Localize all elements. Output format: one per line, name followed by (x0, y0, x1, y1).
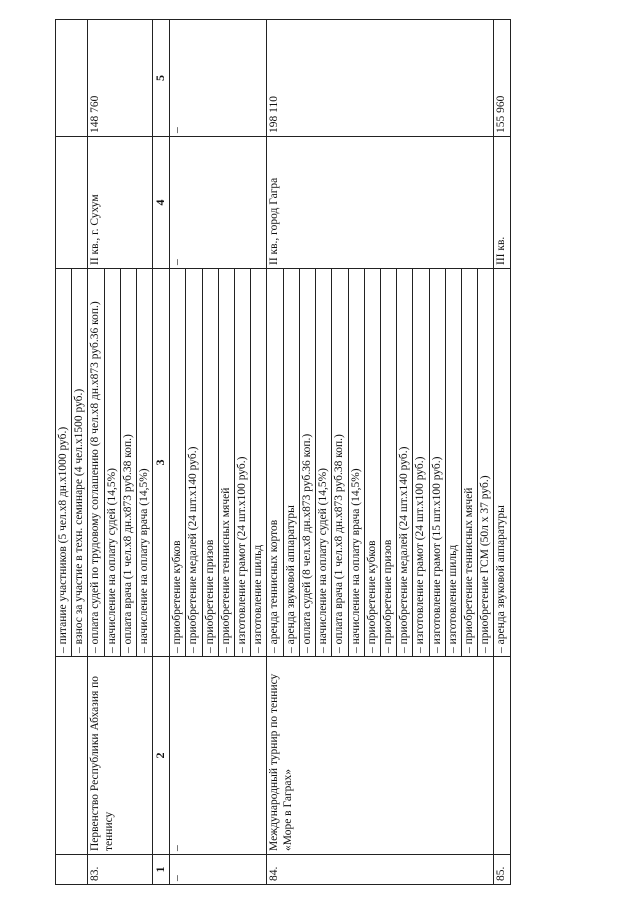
expense-items-cell (88, 269, 153, 657)
expense-item: – изготовление грамот (24 шт.х100 руб.) (234, 269, 250, 656)
expense-item: – аренда звуковой аппаратуры (283, 269, 299, 656)
period-place-cell: III кв. (494, 137, 510, 269)
period-place-cell (56, 137, 88, 269)
expense-item: – оплата судей по трудовому соглашению (8 чел.х8 дн.х873 руб.36 коп.) (88, 269, 104, 656)
row-number-cell: 84. (267, 855, 494, 885)
table-row (170, 20, 267, 885)
event-name-cell: – (170, 657, 267, 855)
expense-item: – оплата судей (8 чел.х8 дн.х873 руб.36 коп.) (299, 269, 315, 656)
expense-items-cell (267, 269, 494, 657)
expense-item: – начисление на оплату врача (14,5%) (348, 269, 364, 656)
expense-item: – приобретение медалей (24 шт.х140 руб.) (186, 269, 202, 656)
table-row (494, 20, 510, 885)
table-row (88, 20, 153, 885)
amount-cell (56, 20, 88, 137)
expense-item: – питание участников (5 чел.х8 дн.х1000 руб.) (56, 269, 72, 656)
expense-item: – оплата врача (1 чел.х8 дн.х873 руб.38 коп.) (120, 269, 136, 656)
column-number-cell: 4 (153, 137, 170, 269)
expense-item: – приобретение теннисных мячей (218, 269, 234, 656)
expense-item: – приобретение ГСМ (50л х 37 руб.) (479, 475, 492, 653)
event-name-cell (494, 657, 510, 855)
event-name-cell (56, 657, 88, 855)
expense-items-cell (494, 269, 510, 657)
column-number-cell: 5 (153, 20, 170, 137)
event-name-cell: Международный турнир по теннису «Море в Гаграх» (267, 657, 494, 855)
amount-cell: 155 960 (494, 20, 510, 137)
table-row (56, 20, 88, 885)
table-row (267, 20, 494, 885)
row-number-cell: 85. (494, 855, 510, 885)
expense-item: – изготовление грамот (15 шт.х100 руб.) (429, 269, 445, 656)
expense-item: – приобретение призов (380, 269, 396, 656)
amount-cell: 148 760 (88, 20, 153, 137)
expense-items-cell (56, 269, 88, 657)
period-place-cell: II кв., город Гагра (267, 137, 494, 269)
column-number-cell: 2 (153, 657, 170, 855)
expense-item: – приобретение кубков (170, 269, 186, 656)
expense-item: – изготовление грамот (24 шт.х100 руб.) (413, 269, 429, 656)
period-place-cell: II кв., г. Сухум (88, 137, 153, 269)
expense-items-cell (170, 269, 267, 657)
expense-items-list (494, 269, 509, 656)
expense-item: – начисление на оплату врача (14,5%) (138, 468, 151, 653)
expense-item: – приобретение кубков (364, 269, 380, 656)
expense-item: – приобретение медалей (24 шт.х140 руб.) (397, 269, 413, 656)
column-number-cell: 3 (153, 269, 170, 657)
column-number-cell: 1 (153, 855, 170, 885)
period-place-cell: – (170, 137, 267, 269)
budget-table (55, 19, 511, 885)
amount-cell: 198 110 (267, 20, 494, 137)
event-name-cell: Первенство Республики Абхазия по теннису (88, 657, 153, 855)
expense-items-list (267, 269, 493, 656)
row-number-cell: 83. (88, 855, 153, 885)
expense-item: – начисление на оплату судей (14,5%) (104, 269, 120, 656)
expense-items-list (170, 269, 266, 656)
row-number-cell (56, 855, 88, 885)
expense-items-list (88, 269, 152, 656)
expense-item: – изготовление шильд (445, 269, 461, 656)
expense-item: – приобретение теннисных мячей (462, 269, 478, 656)
expense-items-list (56, 269, 87, 656)
expense-item: – аренда теннисных кортов (267, 269, 283, 656)
column-number-row (153, 20, 170, 885)
expense-item: – оплата врача (1 чел.х8 дн.х873 руб.38 коп.) (332, 269, 348, 656)
expense-item: – взнос за участие в техн. семинаре (4 чел.х1500 руб.) (73, 388, 86, 653)
expense-item: – изготовление шильд (252, 544, 265, 653)
expense-item: – приобретение призов (202, 269, 218, 656)
amount-cell: – (170, 20, 267, 137)
expense-item: – аренда звуковой аппаратуры (495, 505, 508, 653)
expense-item: – начисление на оплату судей (14,5%) (316, 269, 332, 656)
row-number-cell: – (170, 855, 267, 885)
